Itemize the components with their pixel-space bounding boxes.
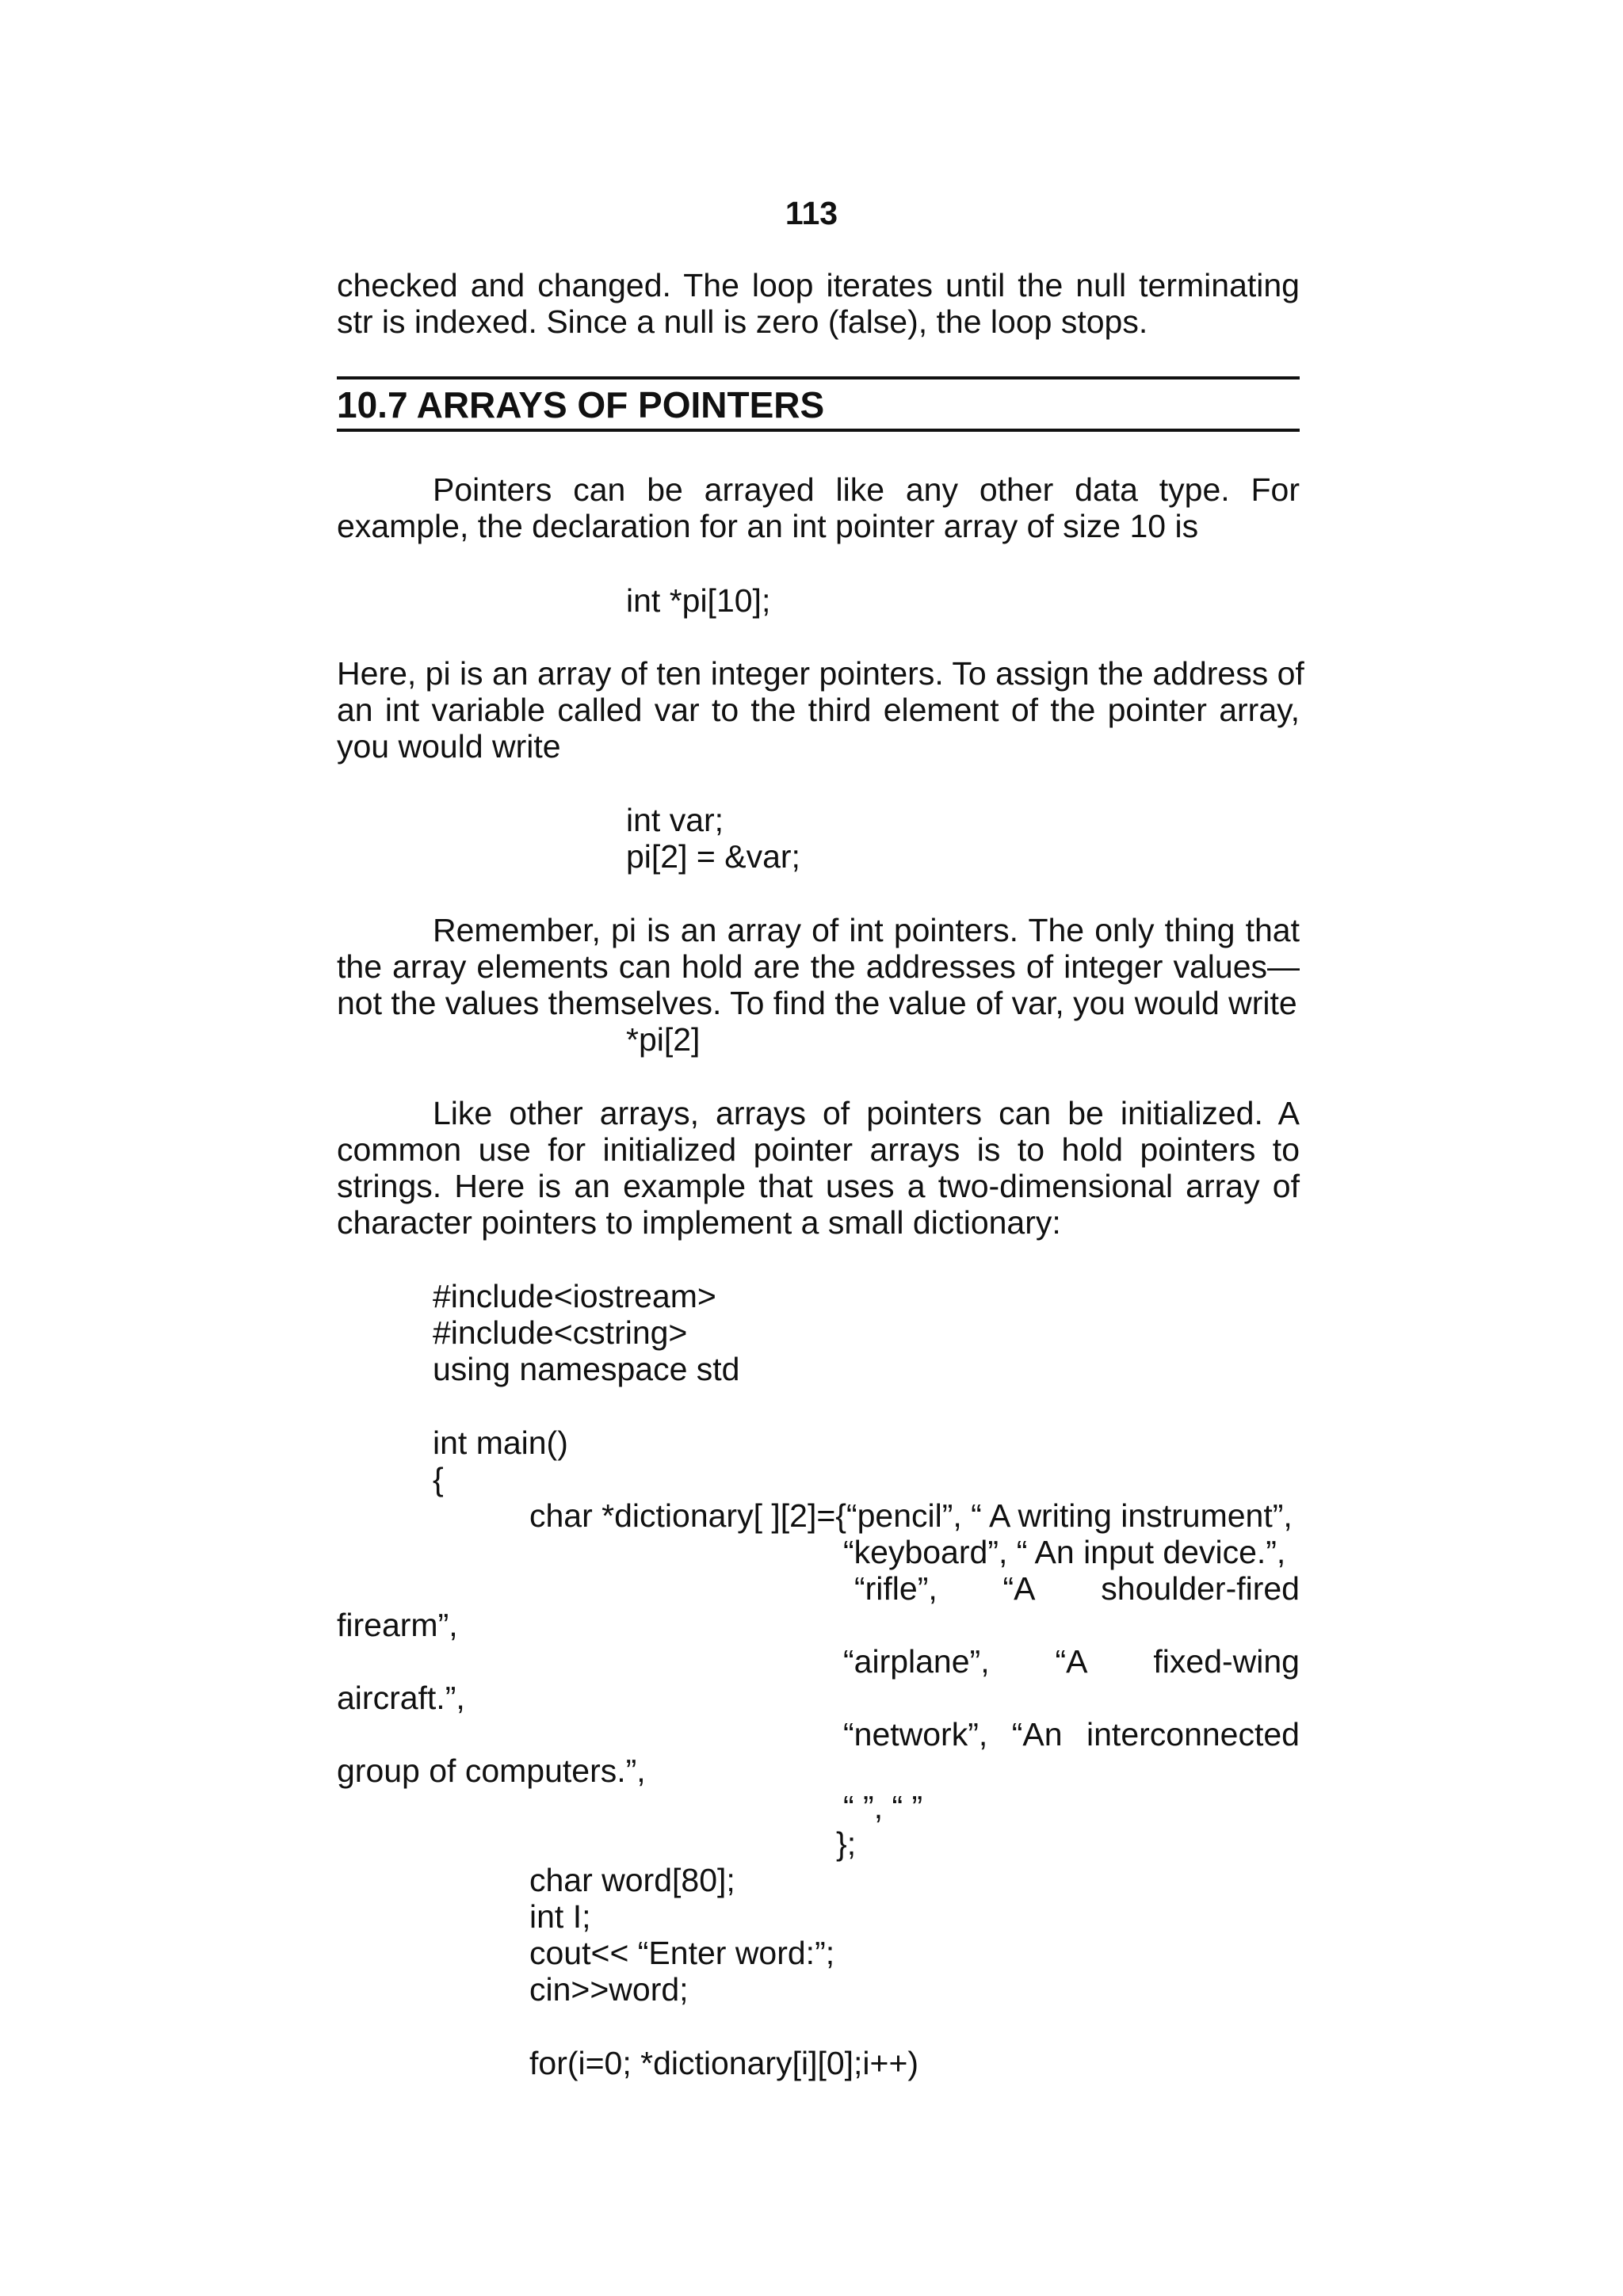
code-line: *pi[2]: [626, 1021, 701, 1058]
code-line: };: [836, 1825, 857, 1862]
code-line: #include<iostream>: [433, 1278, 716, 1314]
para4-line-4: character pointers to implement a small dictionary:: [337, 1204, 1061, 1241]
code-line: int *pi[10];: [626, 582, 771, 619]
para4-line-2: common use for initialized pointer arrays is to hold pointers to: [337, 1131, 1300, 1168]
section-heading: 10.7 ARRAYS OF POINTERS: [337, 384, 825, 425]
code-token: “A: [1055, 1643, 1088, 1680]
code-line: firearm”,: [337, 1607, 458, 1643]
code-line: group of computers.”,: [337, 1753, 646, 1789]
code-line: {: [433, 1461, 444, 1497]
code-line: “ ”, “ ”: [843, 1789, 923, 1825]
code-line: cin>>word;: [529, 1971, 689, 2008]
code-line: [843, 1643, 1300, 1680]
page-number: 113: [785, 195, 838, 231]
code-token: “An: [1011, 1716, 1063, 1753]
code-line: int main(): [433, 1425, 568, 1461]
code-token: interconnected: [1086, 1716, 1300, 1753]
code-token: fixed-wing: [1153, 1643, 1300, 1680]
para2-line-2: an int variable called var to the third element of the pointer array,: [337, 692, 1300, 728]
para2-line-3: you would write: [337, 728, 561, 765]
para1-line-2: example, the declaration for an int pointer array of size 10 is: [337, 508, 1199, 544]
code-line: pi[2] = &var;: [626, 838, 800, 875]
para2-line-1: Here, pi is an array of ten integer pointers. To assign the address of: [337, 655, 1304, 692]
code-line: char *dictionary[ ][2]={“pencil”, “ A writing instrument”,: [529, 1497, 1293, 1534]
code-line: int I;: [529, 1898, 591, 1935]
code-line: “keyboard”, “ An input device.”,: [843, 1534, 1286, 1570]
code-line: using namespace std: [433, 1351, 740, 1387]
intro-line-2: str is indexed. Since a null is zero (false), the loop stops.: [337, 303, 1148, 340]
code-token: shoulder-fired: [1101, 1570, 1300, 1607]
heading-top-rule: [337, 376, 1300, 379]
para3-line-2: the array elements can hold are the addresses of integer values—: [337, 948, 1300, 985]
code-line: for(i=0; *dictionary[i][0];i++): [529, 2045, 919, 2081]
para3-line-3: not the values themselves. To find the value of var, you would write: [337, 985, 1297, 1021]
code-token: “rifle”,: [854, 1570, 938, 1607]
code-token: “airplane”,: [843, 1643, 990, 1680]
code-line: cout<< “Enter word:”;: [529, 1935, 835, 1971]
para4-line-3: strings. Here is an example that uses a two-dimensional array of: [337, 1168, 1300, 1204]
code-line: [843, 1716, 1300, 1753]
code-line: [854, 1570, 1300, 1607]
code-token: “network”,: [843, 1716, 988, 1753]
heading-bottom-rule: [337, 429, 1300, 432]
code-line: char word[80];: [529, 1862, 735, 1898]
code-line: #include<cstring>: [433, 1314, 688, 1351]
code-line: int var;: [626, 802, 724, 838]
intro-line-1: checked and changed. The loop iterates until the null terminating: [337, 267, 1300, 303]
para4-line-1: Like other arrays, arrays of pointers can be initialized. A: [433, 1095, 1300, 1131]
code-line: aircraft.”,: [337, 1680, 465, 1716]
code-token: “A: [1002, 1570, 1036, 1607]
para1-line-1: Pointers can be arrayed like any other data type. For: [433, 471, 1300, 508]
para3-line-1: Remember, pi is an array of int pointers. The only thing that: [433, 912, 1300, 948]
